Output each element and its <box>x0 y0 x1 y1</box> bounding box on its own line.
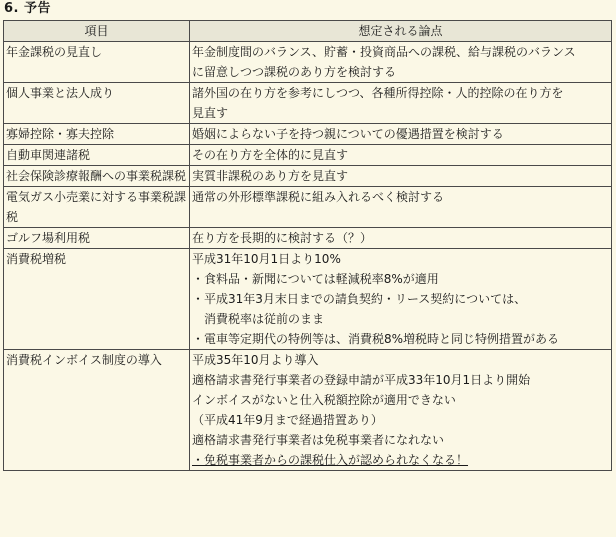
issues-cell <box>190 187 612 228</box>
issue-line: に留意しつつ課税のあり方を検討する <box>192 65 397 79</box>
issue-line: ・平成31年3月末日までの請負契約・リース契約については、 <box>192 292 527 306</box>
table-header-row <box>4 21 612 42</box>
table-row <box>4 249 612 350</box>
table-row <box>4 145 612 166</box>
item-cell <box>4 124 190 145</box>
issues-cell <box>190 124 612 145</box>
issue-line: 年金制度間のバランス、貯蓄・投資商品への課税、給与課税のバランス <box>192 45 576 59</box>
item-label: 寡婦控除・寡夫控除 <box>6 127 115 141</box>
issue-line: 消費税率は従前のまま <box>192 312 325 326</box>
issues-cell <box>190 83 612 124</box>
issue-line: 見直す <box>192 106 229 120</box>
issue-line: 在り方を長期的に検討する（？） <box>192 231 373 245</box>
item-label: 自動車関連諸税 <box>6 148 91 162</box>
item-label: 電気ガス小売業に対する事業税課税 <box>6 190 187 224</box>
table-row <box>4 124 612 145</box>
issue-line: 平成31年10月1日より10% <box>192 252 341 266</box>
issue-line: 婚姻によらない子を持つ親についての優遇措置を検討する <box>192 127 504 141</box>
item-cell <box>4 187 190 228</box>
issues-cell <box>190 42 612 83</box>
issues-cell <box>190 228 612 249</box>
issue-line: 適格請求書発行事業者の登録申請が平成33年10月1日より開始 <box>192 373 531 387</box>
issue-line: 通常の外形標準課税に組み入れるべく検討する <box>192 190 445 204</box>
issues-cell <box>190 350 612 471</box>
issue-line: 適格請求書発行事業者は免税事業者になれない <box>192 433 445 447</box>
item-label: ゴルフ場利用税 <box>6 231 91 245</box>
item-cell <box>4 249 190 350</box>
item-label: 年金課税の見直し <box>6 45 103 59</box>
issue-line: 諸外国の在り方を参考にしつつ、各種所得控除・人的控除の在り方を <box>192 86 564 100</box>
table-row <box>4 166 612 187</box>
section-heading: 6. 予告 <box>4 1 52 16</box>
issue-line: インボイスがないと仕入税額控除が適用できない <box>192 393 456 407</box>
table-row <box>4 83 612 124</box>
item-label: 消費税インボイス制度の導入 <box>6 353 162 367</box>
item-cell <box>4 83 190 124</box>
issue-line: ・電車等定期代の特例等は、消費税8%増税時と同じ特例措置がある <box>192 332 560 346</box>
issue-line: 平成35年10月より導入 <box>192 353 319 367</box>
column-header-item: 項目 <box>4 21 190 42</box>
forecast-table <box>3 20 612 471</box>
table-row <box>4 228 612 249</box>
issues-cell <box>190 249 612 350</box>
issue-line: ・食料品・新聞については軽減税率8%が適用 <box>192 272 439 286</box>
table-row <box>4 42 612 83</box>
table-row <box>4 350 612 471</box>
item-label: 社会保険診療報酬への事業税課税 <box>6 169 187 183</box>
column-header-issues: 想定される論点 <box>190 21 612 42</box>
issues-cell <box>190 166 612 187</box>
table-row <box>4 187 612 228</box>
issues-cell <box>190 145 612 166</box>
item-label: 消費税増税 <box>6 252 67 266</box>
item-label: 個人事業と法人成り <box>6 86 115 100</box>
item-cell <box>4 166 190 187</box>
item-cell <box>4 350 190 471</box>
item-cell <box>4 228 190 249</box>
issue-line: （平成41年9月まで経過措置あり） <box>192 413 383 427</box>
item-cell <box>4 145 190 166</box>
item-cell <box>4 42 190 83</box>
issue-line: 実質非課税のあり方を見直す <box>192 169 349 183</box>
issue-line-emphasis: ・免税事業者からの課税仕入が認められなくなる！ <box>192 453 469 467</box>
issue-line: その在り方を全体的に見直す <box>192 148 349 162</box>
